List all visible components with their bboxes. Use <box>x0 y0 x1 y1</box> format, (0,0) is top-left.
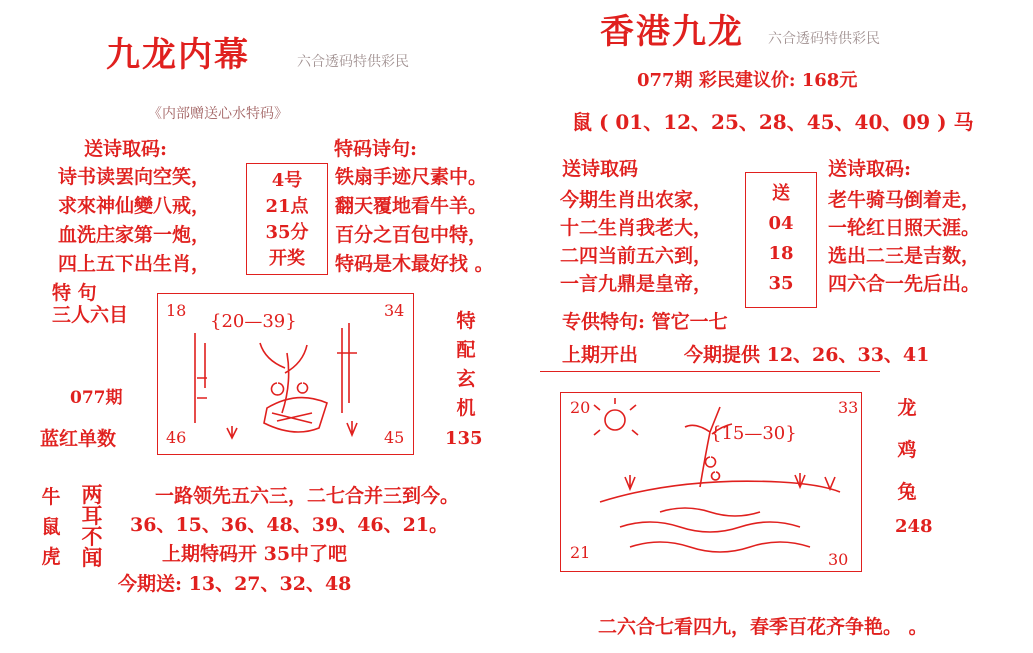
poem-line: 血洗庄家第一炮， <box>58 224 211 246</box>
vertical-char: 机 <box>456 397 476 419</box>
left-title: 九龙内幕 <box>106 35 250 75</box>
left-vertical-right <box>455 307 477 423</box>
vertical-char: 配 <box>456 339 476 361</box>
right-drawing-sketch <box>560 392 860 570</box>
poem-line: 四六合一先后出。 <box>828 273 981 295</box>
right-drawing-tr: 33 <box>838 398 859 417</box>
poem-line: 二四当前五六到， <box>560 245 713 267</box>
left-subtitle: 六合透码特供彩民 <box>297 54 409 70</box>
vertical-char: 特 <box>456 310 476 332</box>
right-divider <box>540 371 880 372</box>
animal-char: 牛 <box>41 486 61 508</box>
box-line: 35分 <box>265 222 309 243</box>
left-drawing-br: 45 <box>384 428 405 447</box>
poem-line: 十二生肖我老大， <box>560 217 713 239</box>
vertical-char: 玄 <box>456 368 476 390</box>
poem-line: 翻天覆地看牛羊。 <box>335 195 488 217</box>
left-poem-a-head: 送诗取码: <box>84 138 168 160</box>
right-poem-a <box>560 186 712 298</box>
right-drawing-tl: 20 <box>570 398 591 417</box>
right-title: 香港九龙 <box>600 12 744 52</box>
ear-char: 闻 <box>81 545 103 570</box>
right-drawing-bl: 21 <box>570 543 591 562</box>
poem-line: 求來神仙變八戒， <box>58 195 211 217</box>
poem-line: 老牛骑马倒着走， <box>828 189 981 211</box>
right-poem-b-head: 送诗取码: <box>828 158 912 180</box>
right-special: 专供特句: 管它一七 <box>562 311 728 333</box>
left-period: 077期 <box>70 388 123 408</box>
box-line: 21点 <box>265 196 309 217</box>
left-drawing-tl: 18 <box>166 301 187 320</box>
right-footer: 二六合七看四九，春季百花齐争艳。 。 <box>598 616 928 638</box>
left-draw-time-box <box>246 163 328 275</box>
right-drawing-range: {15—30} <box>710 423 797 444</box>
left-drawing-tr: 34 <box>384 301 405 320</box>
box-line: 18 <box>768 243 794 264</box>
left-drawing-range: {20—39} <box>210 311 297 332</box>
right-drawing-br: 30 <box>828 550 849 569</box>
right-poem-b <box>828 186 980 298</box>
poem-line: 一轮红日照天涯。 <box>828 217 981 239</box>
left-special-head: 特 句 <box>52 282 97 304</box>
left-line-4: 今期送: 13、27、32、48 <box>118 573 352 595</box>
left-poem-b <box>335 163 494 279</box>
poem-line: 四上五下出生肖， <box>58 253 211 275</box>
poem-line: 特码是木最好找 。 <box>335 253 494 275</box>
left-number-right: 135 <box>445 428 483 449</box>
left-drawing-bl: 46 <box>166 428 187 447</box>
left-color-tip: 蓝红单数 <box>40 428 117 450</box>
box-line: 4号 <box>271 170 303 191</box>
right-this-period: 今期提供 12、26、33、41 <box>684 344 930 366</box>
ear-char: 耳 <box>81 503 103 528</box>
right-last-period: 上期开出 <box>562 344 639 366</box>
animal-char: 虎 <box>41 546 61 568</box>
box-line: 送 <box>772 183 790 204</box>
left-line-1: 一路领先五六三，二七合并三到今。 <box>155 485 460 507</box>
right-number-right: 248 <box>895 516 933 537</box>
left-two-ears <box>79 484 105 568</box>
right-subtitle: 六合透码特供彩民 <box>768 31 880 47</box>
left-animals <box>40 482 62 572</box>
poem-line: 今期生肖出农家， <box>560 189 713 211</box>
poem-line: 诗书读罢向空笑， <box>58 166 211 188</box>
left-special-text: 三人六目 <box>52 304 129 326</box>
right-vertical-right <box>896 387 918 513</box>
poem-line: 百分之百包中特， <box>335 224 488 246</box>
poem-line: 铁扇手迹尺素中。 <box>335 166 488 188</box>
ear-char: 不 <box>81 524 103 549</box>
left-poem-b-head: 特码诗句: <box>334 138 418 160</box>
vertical-char: 鸡 <box>897 439 917 461</box>
right-poem-a-head: 送诗取码 <box>562 158 639 180</box>
vertical-char: 龙 <box>897 397 917 419</box>
vertical-char: 兔 <box>897 481 917 503</box>
right-mouse-horse: 鼠 ( 01、12、25、28、45、40、09 ) 马 <box>572 110 974 134</box>
box-line: 开奖 <box>269 248 305 269</box>
left-line-2: 36、15、36、48、39、46、21。 <box>130 514 449 536</box>
right-gift-box <box>745 172 817 308</box>
box-line: 35 <box>768 273 794 294</box>
left-line-3: 上期特码开 35中了吧 <box>162 543 348 565</box>
poem-line: 选出二三是吉数， <box>828 245 981 267</box>
right-period-price: 077期 彩民建议价: 168元 <box>637 70 858 91</box>
poem-line: 一言九鼎是皇帝， <box>560 273 713 295</box>
animal-char: 鼠 <box>41 516 61 538</box>
ear-char: 两 <box>81 482 103 507</box>
left-poem-a <box>58 163 210 279</box>
box-line: 04 <box>768 213 794 234</box>
left-note: 《内部赠送心水特码》 <box>148 106 288 122</box>
